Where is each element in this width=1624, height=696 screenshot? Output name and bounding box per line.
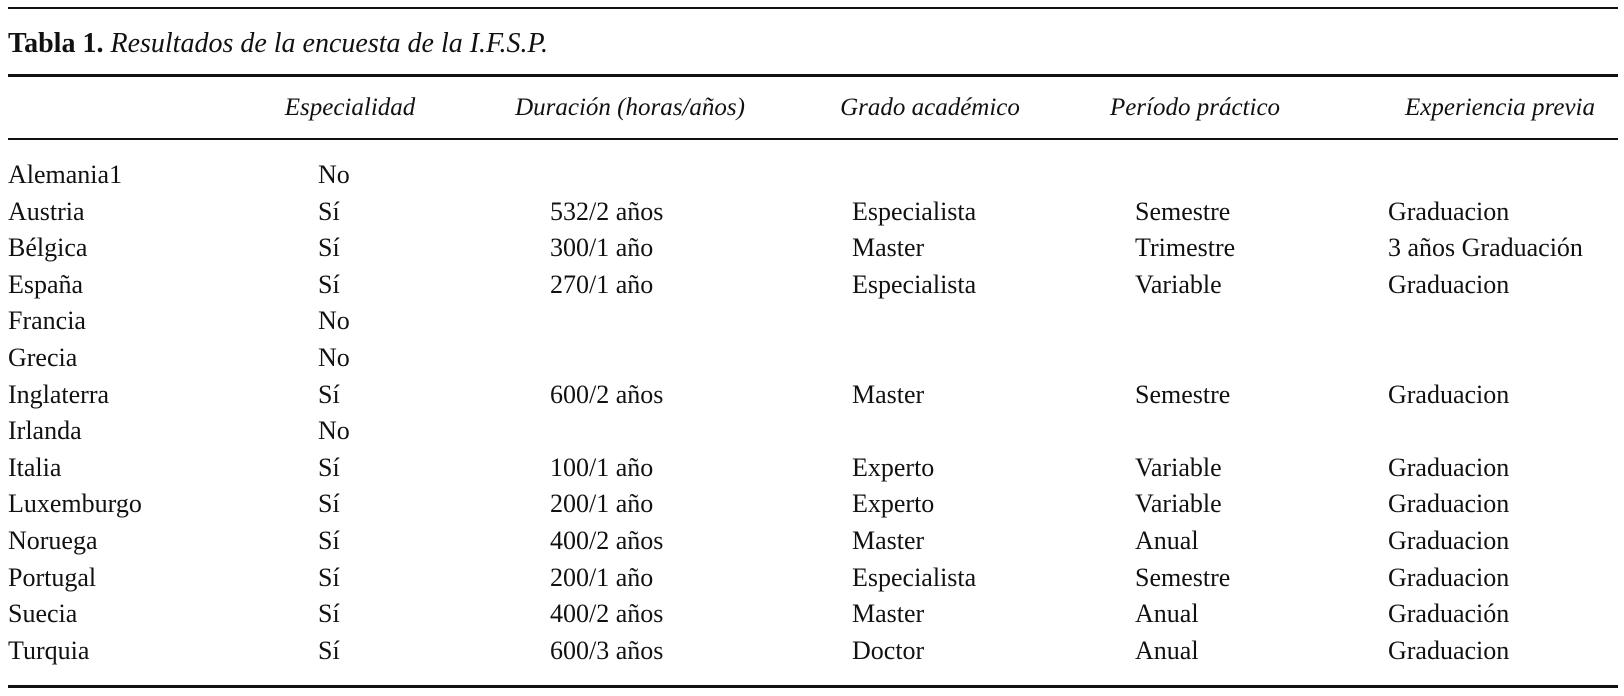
table-row <box>0 303 1624 340</box>
cell-country: Noruega <box>8 525 98 555</box>
cell-especialidad: Sí <box>318 525 340 555</box>
cell-grado: Master <box>852 379 925 409</box>
cell-periodo: Trimestre <box>1135 233 1236 263</box>
cell-especialidad: Sí <box>318 599 340 629</box>
cell-especialidad: Sí <box>318 562 340 592</box>
cell-country: Irlanda <box>8 416 82 446</box>
bottom-rule <box>8 685 1618 688</box>
cell-grado: Especialista <box>852 196 977 226</box>
cell-experiencia: Graduacion <box>1388 196 1510 226</box>
cell-experiencia: Graduacion <box>1388 525 1510 555</box>
cell-experiencia: Graduacion <box>1388 379 1510 409</box>
header-experiencia-previa: Experiencia previa <box>1405 94 1595 121</box>
cell-experiencia: Graduacion <box>1388 269 1510 299</box>
cell-periodo: Semestre <box>1135 562 1231 592</box>
cell-country: Austria <box>8 196 85 226</box>
top-rule <box>8 7 1618 9</box>
cell-country: Inglaterra <box>8 379 110 409</box>
cell-duracion: 400/2 años <box>550 525 664 555</box>
cell-grado: Especialista <box>852 269 977 299</box>
table-row <box>0 523 1624 560</box>
cell-periodo: Semestre <box>1135 196 1231 226</box>
cell-duracion: 600/3 años <box>550 635 664 665</box>
cell-duracion: 200/1 año <box>550 489 654 519</box>
cell-grado: Master <box>852 599 925 629</box>
cell-duracion: 300/1 año <box>550 233 654 263</box>
cell-experiencia: Graduacion <box>1388 489 1510 519</box>
table-row <box>0 377 1624 414</box>
cell-country: Francia <box>8 306 86 336</box>
cell-periodo: Anual <box>1135 525 1199 555</box>
header-periodo-practico: Período práctico <box>1109 94 1281 121</box>
cell-duracion: 532/2 años <box>550 196 664 226</box>
cell-experiencia: Graduación <box>1388 599 1510 629</box>
cell-duracion: 270/1 año <box>550 269 654 299</box>
cell-country: Alemania1 <box>8 160 123 189</box>
caption-title: Resultados de la encuesta de la I.F.S.P. <box>110 28 549 59</box>
cell-especialidad: Sí <box>318 196 340 226</box>
caption-label: Tabla 1. <box>8 28 104 59</box>
cell-especialidad: Sí <box>318 452 340 482</box>
header-especialidad: Especialidad <box>284 94 416 121</box>
cell-country: Turquia <box>8 635 90 665</box>
cell-especialidad: Sí <box>318 233 340 263</box>
cell-periodo: Anual <box>1135 635 1199 665</box>
table-row <box>0 560 1624 597</box>
table-row <box>0 157 1624 194</box>
cell-grado: Experto <box>852 489 935 519</box>
cell-grado: Especialista <box>852 562 977 592</box>
table-caption <box>8 26 548 62</box>
cell-country: España <box>8 269 84 299</box>
cell-periodo: Variable <box>1135 489 1222 519</box>
table-body <box>0 157 1624 669</box>
cell-grado: Master <box>852 233 925 263</box>
cell-duracion: 400/2 años <box>550 599 664 629</box>
cell-grado: Experto <box>852 452 935 482</box>
table-row <box>0 413 1624 450</box>
cell-periodo: Variable <box>1135 269 1222 299</box>
cell-especialidad: No <box>318 160 350 189</box>
cell-duracion: 200/1 año <box>550 562 654 592</box>
cell-especialidad: Sí <box>318 635 340 665</box>
cell-grado: Doctor <box>852 635 925 665</box>
table-row <box>0 596 1624 633</box>
cell-duracion: 600/2 años <box>550 379 664 409</box>
header-duracion: Duración (horas/años) <box>515 94 745 121</box>
cell-especialidad: Sí <box>318 269 340 299</box>
cell-especialidad: Sí <box>318 379 340 409</box>
cell-experiencia: Graduacion <box>1388 452 1510 482</box>
cell-country: Italia <box>8 452 62 482</box>
header-bottom-rule <box>8 138 1618 140</box>
cell-experiencia: Graduacion <box>1388 562 1510 592</box>
header-top-rule <box>8 74 1618 77</box>
cell-experiencia: Graduacion <box>1388 635 1510 665</box>
cell-periodo: Semestre <box>1135 379 1231 409</box>
cell-periodo: Variable <box>1135 452 1222 482</box>
cell-duracion: 100/1 año <box>550 452 654 482</box>
cell-country: Grecia <box>8 342 78 372</box>
cell-especialidad: No <box>318 342 350 372</box>
table-row <box>0 230 1624 267</box>
table-row <box>0 633 1624 670</box>
cell-country: Bélgica <box>8 233 88 263</box>
cell-country: Portugal <box>8 562 97 592</box>
cell-country: Luxemburgo <box>8 489 142 519</box>
header-grado-academico: Grado académico <box>840 94 1020 121</box>
cell-periodo: Anual <box>1135 599 1199 629</box>
cell-especialidad: Sí <box>318 489 340 519</box>
table-row <box>0 340 1624 377</box>
table-row <box>0 267 1624 304</box>
table-row <box>0 450 1624 487</box>
cell-experiencia: 3 años Graduación <box>1388 233 1583 263</box>
cell-especialidad: No <box>318 306 350 336</box>
cell-especialidad: No <box>318 416 350 446</box>
table-row <box>0 194 1624 231</box>
table-row <box>0 486 1624 523</box>
cell-grado: Master <box>852 525 925 555</box>
cell-country: Suecia <box>8 599 78 629</box>
